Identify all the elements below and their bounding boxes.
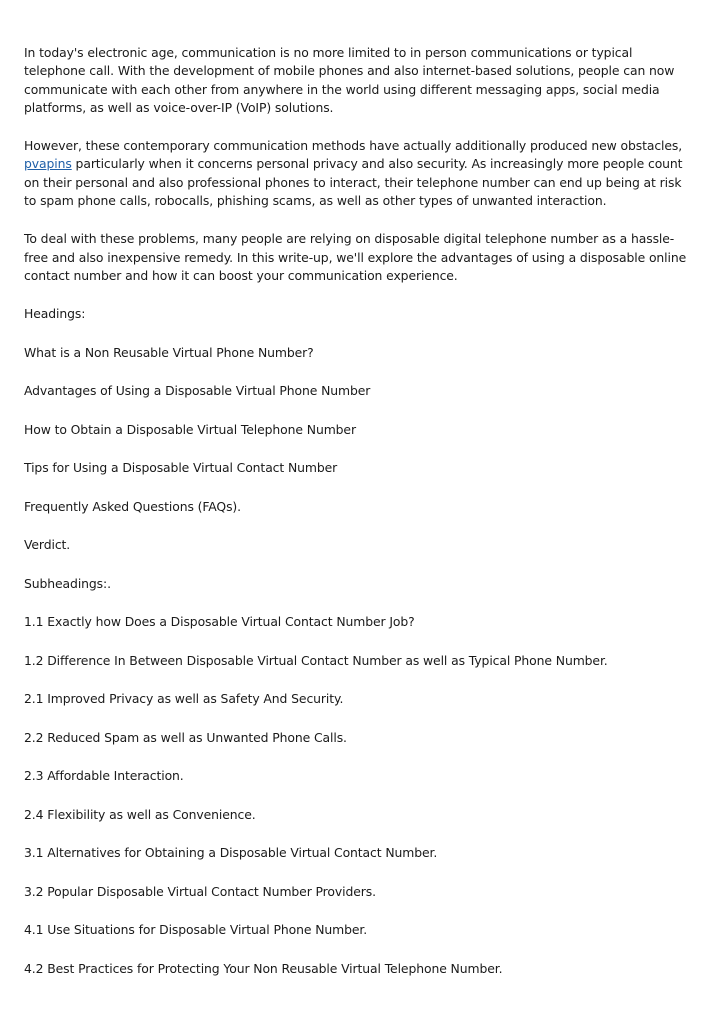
intro-paragraph-3: To deal with these problems, many people are relying on disposable digital telephone number as a hassle-free and also inexpensive remedy. In this write-up, we'll explore the advantages of using a disposable online contact number and how it can boost your communication experience. (24, 231, 687, 283)
subheading-item: 3.1 Alternatives for Obtaining a Disposable Virtual Contact Number. (24, 845, 438, 861)
subheading-item: 2.4 Flexibility as well as Convenience. (24, 806, 256, 822)
subheadings-label: Subheadings:. (24, 575, 111, 591)
subheading-item: 4.2 Best Practices for Protecting Your Non Reusable Virtual Telephone Number. (24, 960, 503, 976)
subheading-item: 3.2 Popular Disposable Virtual Contact Number Providers. (24, 883, 376, 899)
intro-paragraph-2-text-before: However, these contemporary communication methods have actually additionally produced new obstacles, (24, 138, 683, 154)
intro-paragraph-2-text-after: particularly when it concerns personal privacy and also security. As increasingly more people count on their personal and also professional phones to interact, their telephone number can end up being at risk to spam phone calls, robocalls, phishing scams, as well as other types of unwanted interaction. (24, 156, 683, 209)
heading-item: Advantages of Using a Disposable Virtual Phone Number (24, 383, 371, 399)
pvapins-link[interactable]: pvapins (24, 156, 72, 172)
heading-item: What is a Non Reusable Virtual Phone Number? (24, 344, 314, 360)
document-page (24, 44, 692, 998)
heading-item: Tips for Using a Disposable Virtual Contact Number (24, 460, 338, 476)
subheading-item: 2.2 Reduced Spam as well as Unwanted Phone Calls. (24, 729, 347, 745)
heading-item: How to Obtain a Disposable Virtual Telephone Number (24, 421, 356, 437)
intro-paragraph-2 (24, 137, 692, 210)
subheading-item: 4.1 Use Situations for Disposable Virtual Phone Number. (24, 922, 368, 938)
subheading-item: 1.1 Exactly how Does a Disposable Virtual Contact Number Job? (24, 614, 415, 630)
subheading-item: 2.1 Improved Privacy as well as Safety And Security. (24, 691, 344, 707)
subheading-item: 1.2 Difference In Between Disposable Virtual Contact Number as well as Typical Phone Number. (24, 652, 608, 668)
heading-item: Frequently Asked Questions (FAQs). (24, 498, 242, 514)
subheading-item: 2.3 Affordable Interaction. (24, 768, 184, 784)
heading-item: Verdict. (24, 537, 71, 553)
headings-label: Headings: (24, 306, 86, 322)
intro-paragraph-1: In today's electronic age, communication is no more limited to in person communications or typical telephone call. With the development of mobile phones and also internet-based solutions, people can now communicate with each other from anywhere in the world using different messaging apps, social media platforms, as well as voice-over-IP (VoIP) solutions. (24, 45, 675, 115)
